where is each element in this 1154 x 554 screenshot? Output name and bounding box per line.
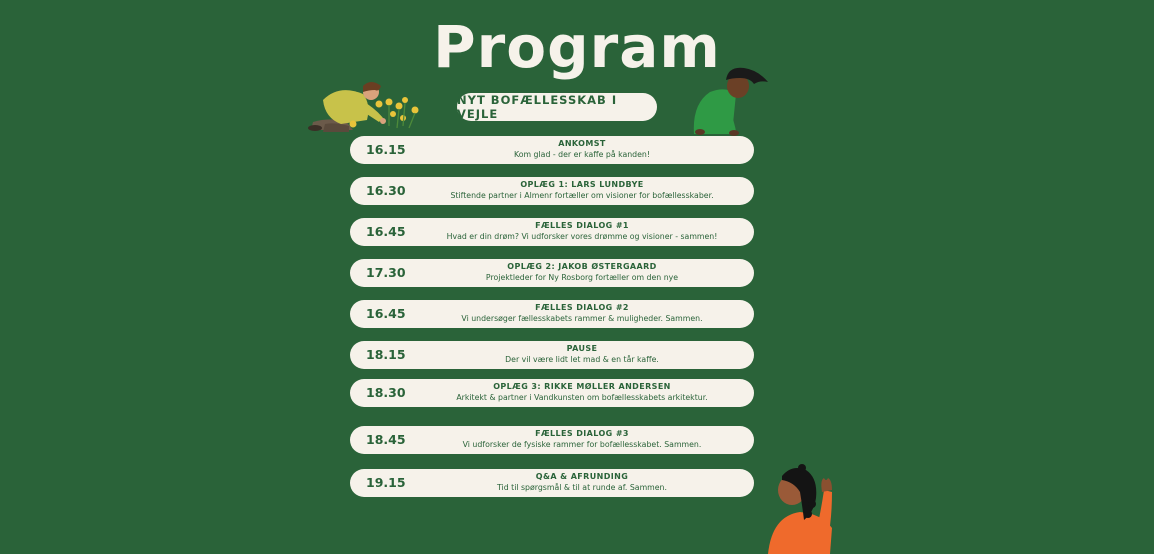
schedule-description: Kom glad - der er kaffe på kanden! xyxy=(513,150,650,159)
schedule-row xyxy=(350,469,754,497)
schedule-title: ANKOMST xyxy=(558,139,606,148)
schedule-description: Vi undersøger fællesskabets rammer & muligheder. Sammen. xyxy=(461,314,703,323)
schedule-time: 16.30 xyxy=(366,183,406,198)
schedule-title: FÆLLES DIALOG #2 xyxy=(535,303,629,312)
schedule-description: Der vil være lidt let mad & en tår kaffe. xyxy=(505,355,659,364)
schedule-time: 16.45 xyxy=(366,224,406,239)
schedule-description: Projektleder for Ny Rosborg fortæller om den nye xyxy=(485,273,679,282)
schedule-description: Vi udforsker de fysiske rammer for bofællesskabet. Sammen. xyxy=(462,440,702,449)
leaning-person-illustration xyxy=(688,64,772,136)
schedule-row xyxy=(350,136,754,164)
page-title: Program xyxy=(433,13,721,81)
schedule-time: 16.45 xyxy=(366,306,406,321)
schedule-row xyxy=(350,177,754,205)
schedule-row xyxy=(350,379,754,407)
schedule-row xyxy=(350,300,754,328)
schedule-description: Stiftende partner i Almenr fortæller om visioner for bofællesskaber. xyxy=(450,191,714,200)
schedule-time: 17.30 xyxy=(366,265,406,280)
schedule-row xyxy=(350,341,754,369)
schedule-row xyxy=(350,426,754,454)
schedule-description: Hvad er din drøm? Vi udforsker vores drømme og visioner - sammen! xyxy=(446,232,718,241)
subtitle-pill: NYT BOFÆLLESSKAB I VEJLE xyxy=(457,93,657,121)
schedule-title: OPLÆG 2: JAKOB ØSTERGAARD xyxy=(507,262,657,271)
schedule-time: 18.15 xyxy=(366,347,406,362)
schedule-time: 18.45 xyxy=(366,432,406,447)
schedule-title: PAUSE xyxy=(566,344,598,353)
schedule-title: FÆLLES DIALOG #1 xyxy=(535,221,629,230)
schedule-row xyxy=(350,218,754,246)
schedule-title: Q&A & AFRUNDING xyxy=(535,472,629,481)
schedule-title: FÆLLES DIALOG #3 xyxy=(535,429,629,438)
schedule-description: Arkitekt & partner i Vandkunsten om bofællesskabets arkitektur. xyxy=(456,393,708,402)
schedule-description: Tid til spørgsmål & til at runde af. Sammen. xyxy=(497,483,667,492)
schedule-title: OPLÆG 1: LARS LUNDBYE xyxy=(520,180,644,189)
schedule-time: 16.15 xyxy=(366,142,406,157)
waving-person-illustration xyxy=(764,464,836,554)
schedule-title: OPLÆG 3: RIKKE MØLLER ANDERSEN xyxy=(493,382,671,391)
schedule-time: 18.30 xyxy=(366,385,406,400)
schedule-time: 19.15 xyxy=(366,475,406,490)
schedule-row xyxy=(350,259,754,287)
gardener-person-illustration xyxy=(305,78,430,136)
